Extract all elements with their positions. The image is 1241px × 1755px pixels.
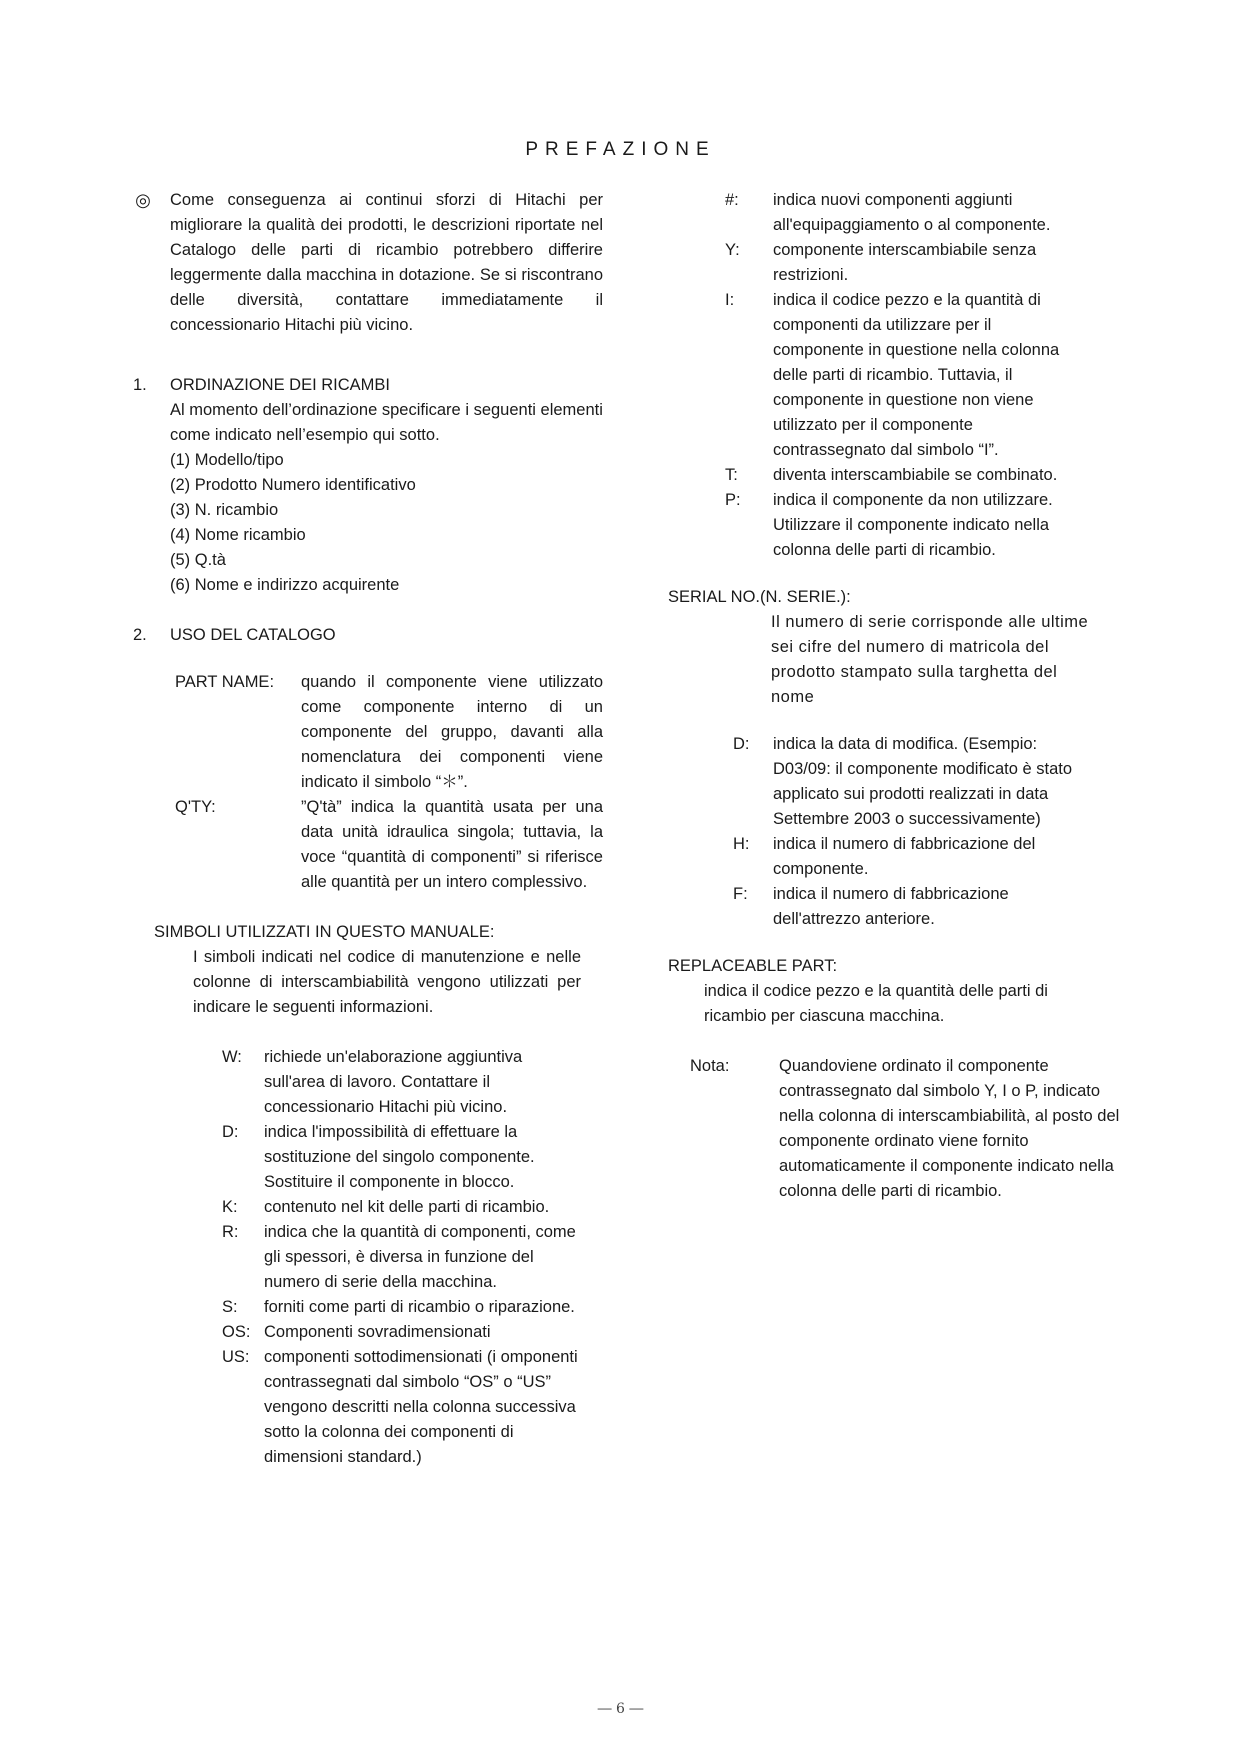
section-heading: SIMBOLI UTILIZZATI IN QUESTO MANUALE:	[154, 923, 495, 941]
left-column	[133, 188, 603, 1470]
section-heading: REPLACEABLE PART:	[668, 957, 838, 975]
definition-term: Q'TY:	[175, 798, 216, 816]
symbol-desc: indica il componente da non utilizzare. Utilizzare il componente indicato nella colonna delle parti di ricambio.	[773, 491, 1053, 559]
symbol-desc: indica il numero di fabbricazione dell'attrezzo anteriore.	[773, 885, 1009, 928]
symbol-desc: diventa interscambiabile se combinato.	[773, 466, 1058, 484]
list-item	[725, 238, 1085, 288]
symbol-desc: Componenti sovradimensionati	[264, 1323, 491, 1341]
list-item	[222, 1045, 581, 1120]
section-heading: ORDINAZIONE DEI RICAMBI	[170, 376, 391, 394]
list-item	[222, 1345, 581, 1470]
symbol-code: K:	[222, 1198, 238, 1216]
page-number: ― 6 ―	[597, 1701, 644, 1717]
note-text: Quandoviene ordinato il componente contrassegnato dal simbolo Y, I o P, indicato nella colonna di interscambiabilità, al posto del componente ordinato viene fornito automaticamente il componente indicato nella colonna delle parti di ricambio.	[779, 1057, 1120, 1200]
symbol-code: F:	[733, 885, 748, 903]
symbol-code: P:	[725, 491, 741, 509]
symbol-code: S:	[222, 1298, 238, 1316]
serial-text: Il numero di serie corrisponde alle ultime sei cifre del numero di matricola del prodotto stampato sulla targhetta del nome	[771, 613, 1089, 706]
definition-desc: quando il componente viene utilizzato come componente interno di un componente del gruppo, davanti alla nomenclatura dei componenti viene indicato il simbolo “＊”.	[301, 673, 603, 791]
list-item	[733, 732, 1093, 832]
page-title: PREFAZIONE	[525, 139, 716, 160]
section-number: 1.	[133, 376, 147, 394]
symbol-desc: indica la data di modifica. (Esempio: D03/09: il componente modificato è stato applicato sui prodotti realizzati in data Settembre 2003 o successivamente)	[773, 735, 1073, 828]
double-circle-icon: ◎	[135, 190, 151, 210]
list-item	[725, 488, 1085, 563]
list-item	[725, 288, 1085, 463]
order-list	[133, 448, 603, 598]
section-heading: SERIAL NO.(N. SERIE.):	[668, 588, 851, 606]
definition-desc: ”Q'tà” indica la quantità usata per una data unità idraulica singola; tuttavia, la voce “quantità di componenti” si riferisce alle quantità per un intero complessivo.	[301, 798, 603, 891]
symbol-desc: contenuto nel kit delle parti di ricambio.	[264, 1198, 550, 1216]
symbol-desc: richiede un'elaborazione aggiuntiva sull'area di lavoro. Contattare il concessionario Hitachi più vicino.	[264, 1048, 523, 1116]
replaceable-text: indica il codice pezzo e la quantità delle parti di ricambio per ciascuna macchina.	[704, 982, 1048, 1025]
list-item	[733, 882, 1093, 932]
section-catalog-use	[133, 623, 603, 895]
symbol-desc: indica il numero di fabbricazione del componente.	[773, 835, 1036, 878]
right-column	[668, 188, 1128, 1204]
section-lead: Al momento dell’ordinazione specificare i seguenti elementi come indicato nell’esempio qui sotto.	[170, 401, 603, 444]
symbol-code: OS:	[222, 1323, 251, 1341]
list-item	[733, 832, 1093, 882]
list-item	[222, 1220, 581, 1295]
definition-row	[175, 795, 603, 895]
symbol-desc: componente interscambiabile senza restrizioni.	[773, 241, 1037, 284]
list-item: (4) Nome ricambio	[170, 526, 306, 544]
symbol-desc: indica nuovi componenti aggiunti all'equipaggiamento o al componente.	[773, 191, 1051, 234]
list-item	[725, 463, 1085, 488]
section-serial	[668, 585, 1128, 932]
symbol-desc: indica il codice pezzo e la quantità di componenti da utilizzare per il componente in questione nella colonna delle parti di ricambio. Tuttavia, il componente in questione non viene utilizzato per il componente contrassegnato dal simbolo “I”.	[773, 291, 1060, 459]
symbol-code: H:	[733, 835, 750, 853]
symbol-desc: forniti come parti di ricambio o riparazione.	[264, 1298, 575, 1316]
symbol-code: US:	[222, 1348, 250, 1366]
symbol-code: #:	[725, 191, 739, 209]
symbol-code: W:	[222, 1048, 242, 1066]
definition-term: PART NAME:	[175, 673, 275, 691]
section-heading: USO DEL CATALOGO	[170, 626, 336, 644]
list-item	[222, 1320, 581, 1345]
list-item: (5) Q.tà	[170, 551, 226, 569]
symbol-code: I:	[725, 291, 735, 309]
symbol-desc: componenti sottodimensionati (i omponenti contrassegnati dal simbolo “OS” o “US” vengono descritti nella colonna successiva sotto la colonna dei componenti di dimensioni standard.)	[264, 1348, 578, 1466]
section-symbols	[154, 920, 581, 1470]
symbols-intro: I simboli indicati nel codice di manutenzione e nelle colonne di interscambiabilità vengono utilizzati per indicare le seguenti informazioni.	[193, 948, 581, 1016]
intro-text: Come conseguenza ai continui sforzi di Hitachi per migliorare la qualità dei prodotti, le descrizioni riportate nel Catalogo delle parti di ricambio potrebbero differire leggermente dalla macchina in dotazione. Se si riscontrano delle diversità, contattare immediatamente il concessionario Hitachi più vicino.	[170, 191, 603, 334]
note	[690, 1054, 1128, 1204]
symbol-code: R:	[222, 1223, 239, 1241]
interchange-list	[725, 188, 1085, 563]
note-label: Nota:	[690, 1057, 730, 1075]
symbol-code: T:	[725, 466, 738, 484]
list-item: (6) Nome e indirizzo acquirente	[170, 576, 400, 594]
symbol-desc: indica che la quantità di componenti, come gli spessori, è diversa in funzione del numero di serie della macchina.	[264, 1223, 576, 1291]
list-item: (1) Modello/tipo	[170, 451, 284, 469]
list-item: (2) Prodotto Numero identificativo	[170, 476, 416, 494]
symbol-code: D:	[733, 735, 750, 753]
symbol-list	[222, 1045, 581, 1470]
list-item	[725, 188, 1085, 238]
symbol-code: D:	[222, 1123, 239, 1141]
serial-list	[733, 732, 1093, 932]
list-item	[222, 1120, 581, 1195]
symbol-code: Y:	[725, 241, 740, 259]
list-item	[222, 1295, 581, 1320]
intro-paragraph	[133, 188, 603, 338]
list-item	[222, 1195, 581, 1220]
section-replaceable	[668, 954, 1128, 1029]
symbol-desc: indica l'impossibilità di effettuare la sostituzione del singolo componente. Sostituire il componente in blocco.	[264, 1123, 535, 1191]
section-ordering	[133, 373, 603, 598]
section-number: 2.	[133, 626, 147, 644]
definition-row	[175, 670, 603, 795]
list-item: (3) N. ricambio	[170, 501, 279, 519]
